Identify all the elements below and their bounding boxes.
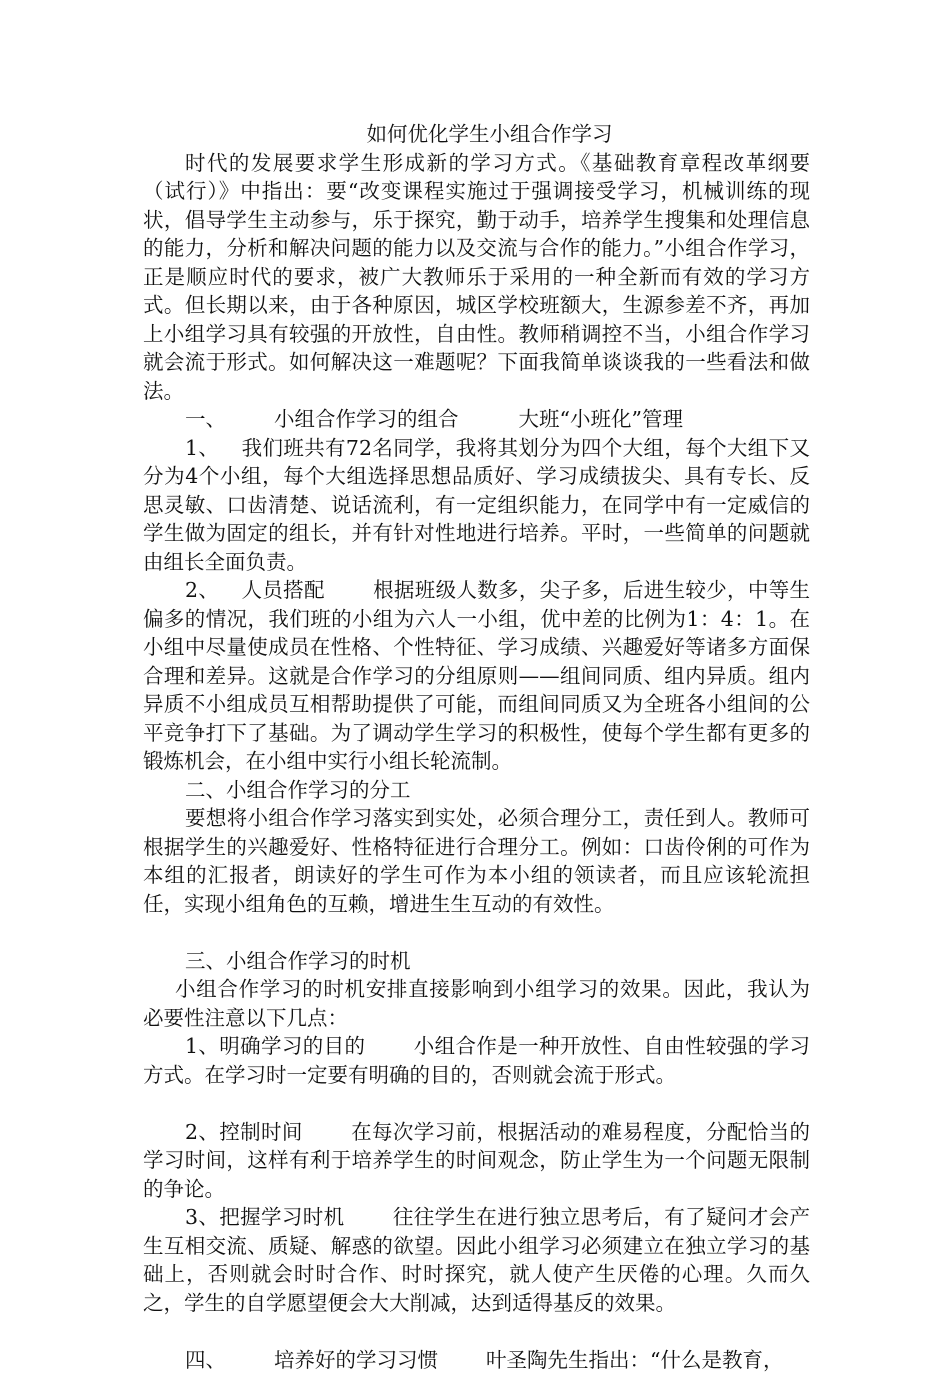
section-1-subtitle: 大班“小班化”管理: [519, 407, 683, 431]
blank-line: [143, 1317, 810, 1346]
section-1-item-2-text: 根据班级人数多，尖子多，后进生较少，中等生偏多的情况，我们班的小组为六人一小组，优中差的比例为1：4：1。在小组中尽量使成员在性格、个性特征、学习成绩、兴趣爱好等诸多方面保合理和差异。这就是合作学习的分组原则——组间同质、组内异质。组内异质不小组成员互相帮助提供了可能，而组间同质又为全班各小组间的公平竞争打下了基础。为了调动学生学习的积极性，使每个学生都有更多的锻炼机会，在小组中实行小组长轮流制。: [143, 578, 810, 773]
section-3-point-3-text: 往往学生在进行独立思考后，有了疑问才会产生互相交流、质疑、解惑的欲望。因此小组学习必须建立在独立学习的基础上，否则就会时时合作、时时探究，就人使产生厌倦的心理。久而久之，学生的自学愿望便会大大削减，达到适得基反的效果。: [143, 1205, 810, 1315]
section-3-point-1-text: 小组合作是一种开放性、自由性较强的学习方式。在学习时一定要有明确的目的，否则就会流于形式。: [143, 1034, 810, 1087]
section-3-point-3-title: 3、把握学习时机: [185, 1205, 345, 1229]
section-1-title: 小组合作学习的组合: [274, 407, 459, 431]
blank-line: [143, 918, 810, 947]
section-3-point-2: [143, 1118, 810, 1204]
intro-paragraph: 时代的发展要求学生形成新的学习方式。《基础教育章程改革纲要（试行）》中指出：要“改变课程实施过于强调接受学习，机械训练的现状，倡导学生主动参与，乐于探究，勤于动手，培养学生搜集和处理信息的能力，分析和解决问题的能力以及交流与合作的能力。”小组合作学习，正是顺应时代的要求，被广大教师乐于采用的一种全新而有效的学习方式。但长期以来，由于各种原因，城区学校班额大，生源参差不齐，再加上小组学习具有较强的开放性，自由性。教师稍调控不当，小组合作学习就会流于形式。如何解决这一难题呢？下面我简单谈谈我的一些看法和做法。: [143, 149, 810, 406]
section-1-item-2: [143, 576, 810, 776]
section-4-title: 培养好的学习习惯: [274, 1348, 438, 1372]
section-1-heading: [143, 405, 810, 434]
blank-line: [143, 1089, 810, 1118]
section-1-item-1-number: 1、: [185, 436, 219, 460]
section-3-point-3: [143, 1203, 810, 1317]
section-1-number: 一、: [185, 407, 226, 431]
section-1-item-2-title: 人员搭配: [241, 578, 325, 602]
section-4-heading: [143, 1346, 810, 1374]
section-1-item-1-text: 我们班共有72名同学，我将其划分为四个大组，每个大组下又分为4个小组，每个大组选择思想品质好、学习成绩拔尖、具有专长、反思灵敏、口齿清楚、说话流利，有一定组织能力，在同学中有一定威信的学生做为固定的组长，并有针对性地进行培养。平时，一些简单的问题就由组长全面负责。: [143, 436, 810, 574]
section-3-point-1: [143, 1032, 810, 1089]
section-3-point-2-text: 在每次学习前，根据活动的难易程度，分配恰当的学习时间，这样有利于培养学生的时间观念，防止学生为一个问题无限制的争论。: [143, 1120, 810, 1201]
section-4-text: 叶圣陶先生指出：“什么是教育，: [486, 1348, 783, 1372]
section-1-item-2-number: 2、: [185, 578, 219, 602]
section-2-heading: 二、小组合作学习的分工: [143, 776, 810, 805]
section-3-intro: 小组合作学习的时机安排直接影响到小组学习的效果。因此，我认为必要性注意以下几点：: [143, 975, 810, 1032]
section-4-number: 四、: [185, 1348, 226, 1372]
section-2-paragraph: 要想将小组合作学习落实到实处，必须合理分工，责任到人。教师可根据学生的兴趣爱好、性格特征进行合理分工。例如：口齿伶俐的可作为本组的汇报者，朗读好的学生可作为本小组的领读者，而且应该轮流担任，实现小组角色的互赖，增进生生互动的有效性。: [143, 804, 810, 918]
document-title: 如何优化学生小组合作学习: [143, 120, 810, 149]
section-1-item-1: [143, 434, 810, 577]
section-3-point-2-title: 2、控制时间: [185, 1120, 303, 1144]
section-3-heading: 三、小组合作学习的时机: [143, 947, 810, 976]
section-3-point-1-title: 1、明确学习的目的: [185, 1034, 365, 1058]
